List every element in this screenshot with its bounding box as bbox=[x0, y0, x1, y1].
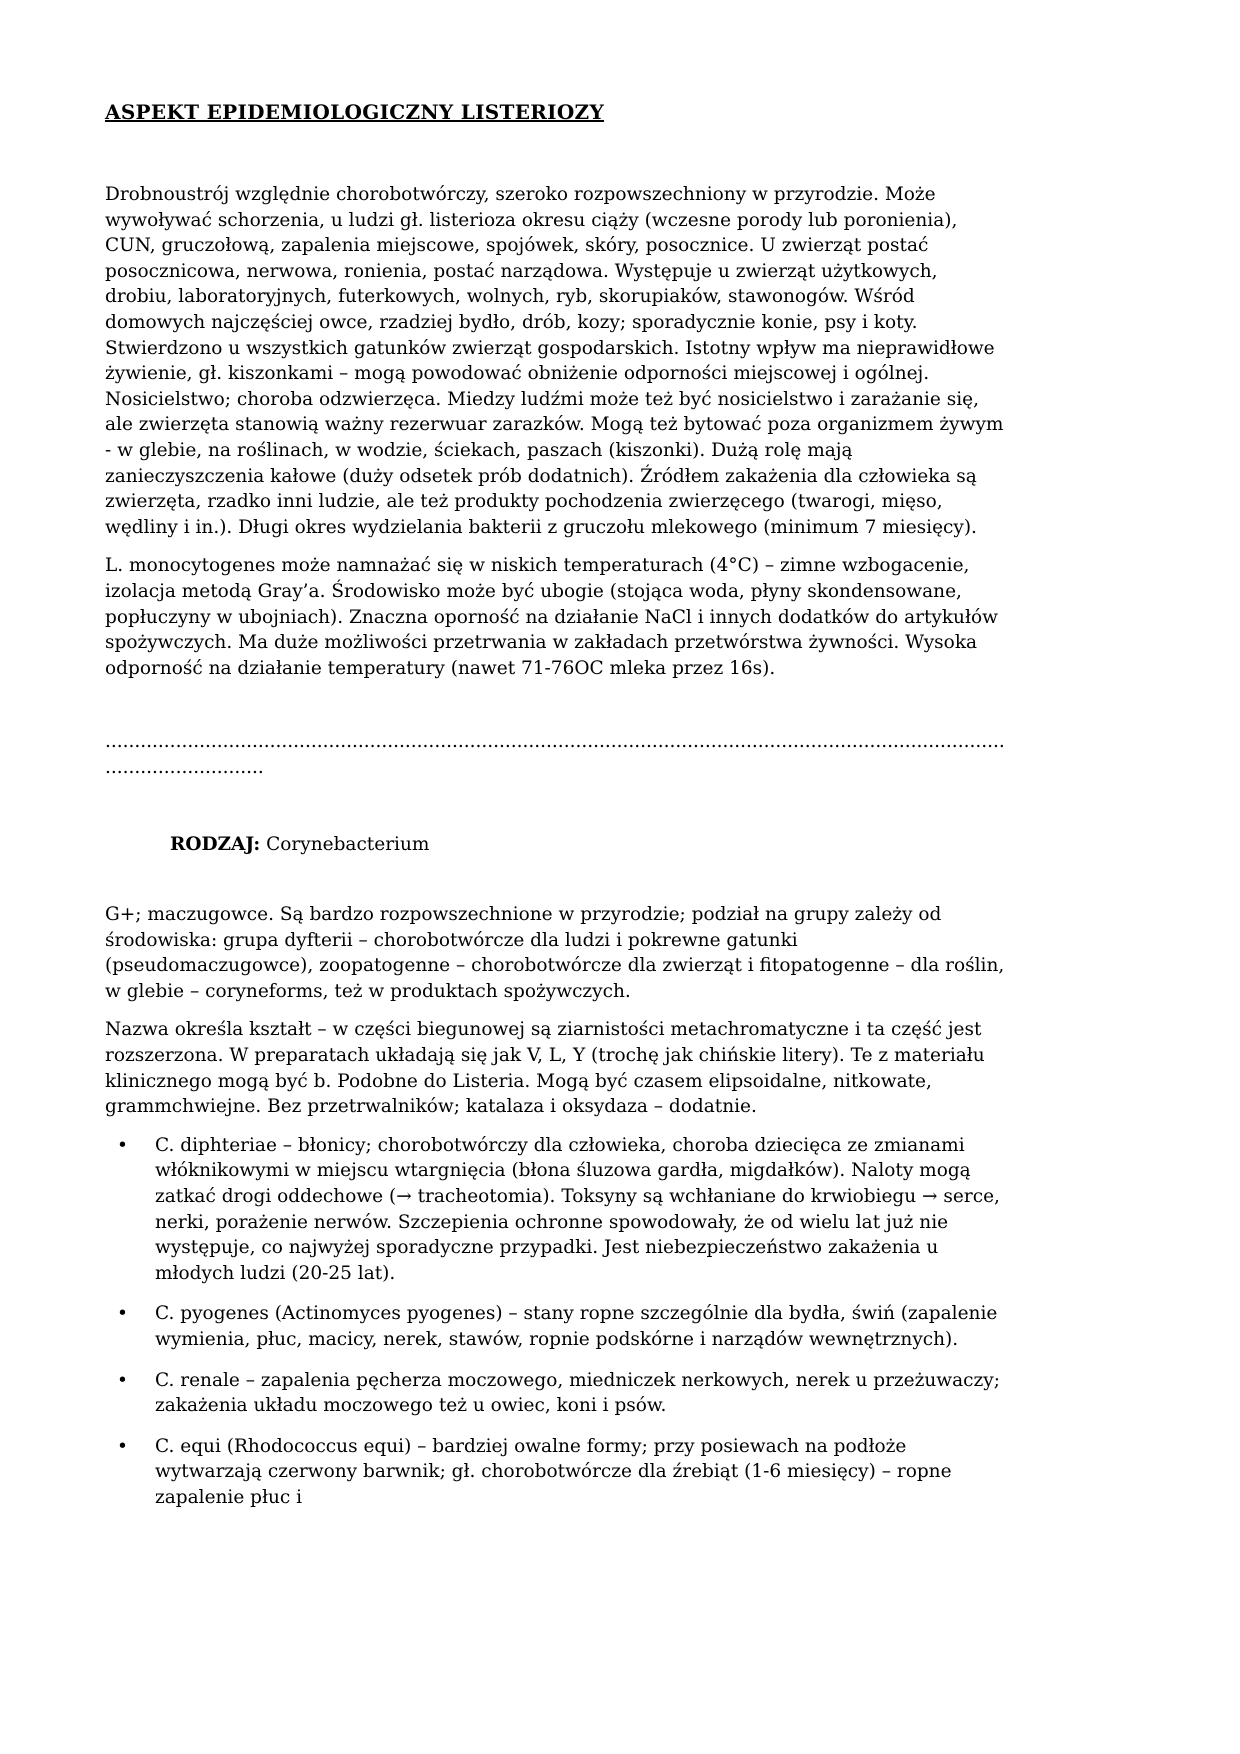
list-item bbox=[105, 1301, 1005, 1352]
list-item bbox=[105, 1133, 1005, 1287]
paragraph-monocytogenes: L. monocytogenes może namnażać się w niskich temperaturach (4°C) – zimne wzbogacenie, izolacja metodą Gray’a. Środowisko może być ubogie (stojąca woda, płyny skondensowane, popłuczyny w ubojniach). Znaczna oporność na działanie NaCl i innych dodatków do artykułów spożywczych. Ma duże możliwości przetrwania w zakładach przetwórstwa żywności. Wysoka odporność na działanie temperatury (nawet 71-76OC mleka przez 16s). bbox=[105, 555, 998, 679]
list-item-text: C. equi (Rhodococcus equi) – bardziej owalne formy; przy posiewach na podłoże wytwarzają czerwony barwnik; gł. chorobotwórcze dla źrebiąt (1-6 miesięcy) – ropne zapalenie płuc i bbox=[155, 1435, 952, 1508]
bullet-icon: • bbox=[117, 1369, 128, 1391]
list-item-text: C. pyogenes (Actinomyces pyogenes) – stany ropne szczególnie dla bydła, świń (zapalenie wymienia, płuc, macicy, nerek, stawów, ropnie podskórne i narządów wewnętrznych). bbox=[155, 1303, 998, 1350]
genus-name: Corynebacterium bbox=[266, 834, 430, 856]
bullet-icon: • bbox=[117, 1435, 128, 1457]
bullet-icon: • bbox=[117, 1134, 128, 1156]
list-item bbox=[105, 1368, 1005, 1419]
paragraph-corynebacterium-groups: G+; maczugowce. Są bardzo rozpowszechnione w przyrodzie; podział na grupy zależy od środowiska: grupa dyfterii – chorobotwórcze dla ludzi i pokrewne gatunki (pseudomaczugowce), zoopatogenne – chorobotwórcze dla zwierząt i fitopatogenne – dla roślin, w glebie – coryneforms, też w produktach spożywczych. bbox=[105, 904, 1005, 1002]
bullet-icon: • bbox=[117, 1303, 128, 1325]
species-list bbox=[105, 1133, 1005, 1511]
separator-dotted-line: .................................................................................................................................................................................... bbox=[105, 731, 1005, 778]
paragraph-corynebacterium-shape: Nazwa określa kształt – w części biegunowej są ziarnistości metachromatyczne i ta część jest rozszerzona. W preparatach układają się jak V, L, Y (trochę jak chińskie litery). Te z materiału klinicznego mogą być b. Podobne do Listeria. Mogą być czasem elipsoidalne, nitkowate, grammchwiejne. Bez przetrwalników; katalaza i oksydaza – dodatnie. bbox=[105, 1019, 985, 1118]
list-item-text: C. diphteriae – błonicy; chorobotwórczy dla człowieka, choroba dziecięca ze zmianami włóknikowymi w miejscu wtargnięcia (błona śluzowa gardła, migdałków). Naloty mogą zatkać drogi oddechowe (→ tracheotomia). Toksyny są wchłaniane do krwiobiegu → serce, nerki, porażenie nerwów. Szczepienia ochronne spowodowały, że od wielu lat już nie występuje, co najwyżej sporadyczne przypadki. Jest niebezpieczeństwo zakażenia u młodych ludzi (20-25 lat). bbox=[155, 1134, 1000, 1284]
genus-label: RODZAJ: bbox=[170, 834, 261, 856]
paragraph-listeriosis-epidemiology: Drobnoustrój względnie chorobotwórczy, szeroko rozpowszechniony w przyrodzie. Może wywoływać schorzenia, u ludzi gł. listerioza okresu ciąży (wczesne porody lub poronienia), CUN, gruczołową, zapalenia miejscowe, spojówek, skóry, posocznice. U zwierząt postać posocznicowa, nerwowa, ronienia, postać narządowa. Występuje u zwierząt użytkowych, drobiu, laboratoryjnych, futerkowych, wolnych, ryb, skorupiaków, stawonogów. Wśród domowych najczęściej owce, rzadziej bydło, drób, kozy; sporadycznie konie, psy i koty. Stwierdzono u wszystkich gatunków zwierząt gospodarskich. Istotny wpływ ma nieprawidłowe żywienie, gł. kiszonkami – mogą powodować obniżenie odporności miejscowej i ogólnej. Nosicielstwo; choroba odzwierzęca. Miedzy ludźmi może też być nosicielstwo i zarażanie się, ale zwierzęta stanowią ważny rezerwuar zarazków. Mogą też bytować poza organizmem żywym - w glebie, na roślinach, w wodzie, ściekach, paszach (kiszonki). Dużą rolę mają zanieczyszczenia kałowe (duży odsetek prób dodatnich). Źródłem zakażenia dla człowieka są zwierzęta, rzadko inni ludzie, ale też produkty pochodzenia zwierzęcego (twarogi, mięso, wędliny i in.). Długi okres wydzielania bakterii z gruczołu mlekowego (minimum 7 miesięcy). bbox=[105, 184, 1004, 538]
genus-heading bbox=[170, 832, 1005, 858]
list-item-text: C. renale – zapalenia pęcherza moczowego, miedniczek nerkowych, nerek u przeżuwaczy; zakażenia układu moczowego też u owiec, koni i psów. bbox=[155, 1369, 1000, 1417]
list-item bbox=[105, 1434, 1005, 1511]
document-title: ASPEKT EPIDEMIOLOGICZNY LISTERIOZY bbox=[105, 100, 605, 124]
